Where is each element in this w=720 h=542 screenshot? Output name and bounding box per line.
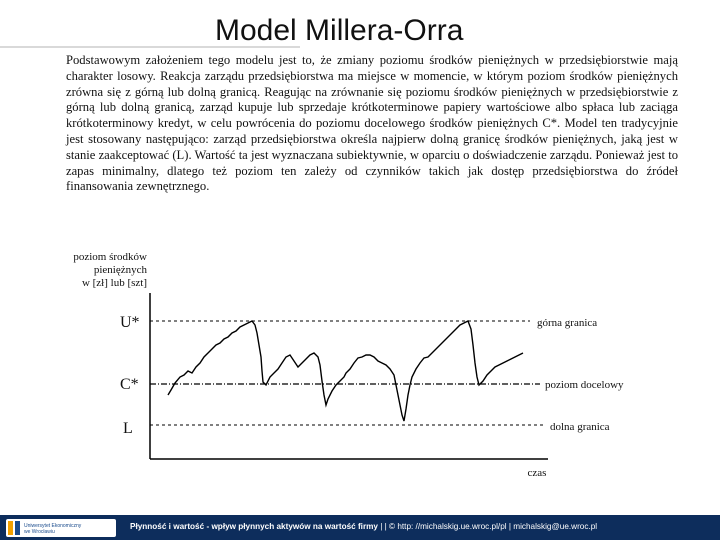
target-level-symbol: C* <box>120 376 139 393</box>
slide-title: Model Millera-Orra <box>215 14 464 47</box>
target-level-label: poziom docelowy <box>545 379 624 391</box>
y-axis-label-line1: poziom środków <box>73 251 147 263</box>
miller-orr-diagram <box>0 245 720 485</box>
upper-limit-symbol: U* <box>120 314 140 331</box>
ue-logo-icon <box>6 519 116 537</box>
lower-limit-symbol: L <box>123 420 133 437</box>
logo-line2: we Wrocławiu <box>24 529 55 535</box>
footer-text <box>130 522 597 531</box>
y-axis-label-line2: pieniężnych <box>93 264 147 276</box>
upper-limit-label: górna granica <box>537 317 598 329</box>
footer-title: Płynność i wartość - wpływ płynnych aktywów na wartość firmy <box>130 522 378 531</box>
footer-bar <box>0 515 720 540</box>
cash-level-path <box>168 321 523 421</box>
body-paragraph: Podstawowym założeniem tego modelu jest to, że zmiany poziomu środków pieniężnych w przedsiębiorstwie mają charakter losowy. Reakcja zarządu przedsiębiorstwa ma miejsce w momencie, w którym poziom środków pieniężnych zrówna się z górną lub dolną granicą. Reagując na zrównanie się poziomu środków pieniężnych w przedsiębiorstwie z górną lub dolną granicą, zarząd kupuje lub sprzedaje krótkoterminowe papiery wartościowe albo spłaca lub zaciąga krótkoterminowy kredyt, w celu powrócenia do poziomu docelowego środków pieniężnych C*. Model ten tradycyjnie jest stosowany następująco: zarząd przedsiębiorstwa określa najpierw dolną granicę środków pieniężnych, jaką jest w stanie zaakceptować (L). Wartość ta jest wyznaczana subiektywnie, w oparciu o doświadczenie zarządu. Ponieważ jest to zapas minimalny, dlatego też poziom ten zależy od czynników takich jak dostęp przedsiębiorstwa do źródeł finansowania zewnętrznego. <box>66 53 678 194</box>
x-axis-label: czas <box>527 467 547 479</box>
university-logo <box>6 519 116 537</box>
logo-line1: Uniwersytet Ekonomiczny <box>24 523 82 529</box>
lower-limit-label: dolna granica <box>550 421 610 433</box>
y-axis-label-line3: w [zł] lub [szt] <box>81 277 147 289</box>
footer-links[interactable]: | | © http: //michalskig.ue.wroc.pl/pl | michalskig@ue.wroc.pl <box>377 522 598 531</box>
